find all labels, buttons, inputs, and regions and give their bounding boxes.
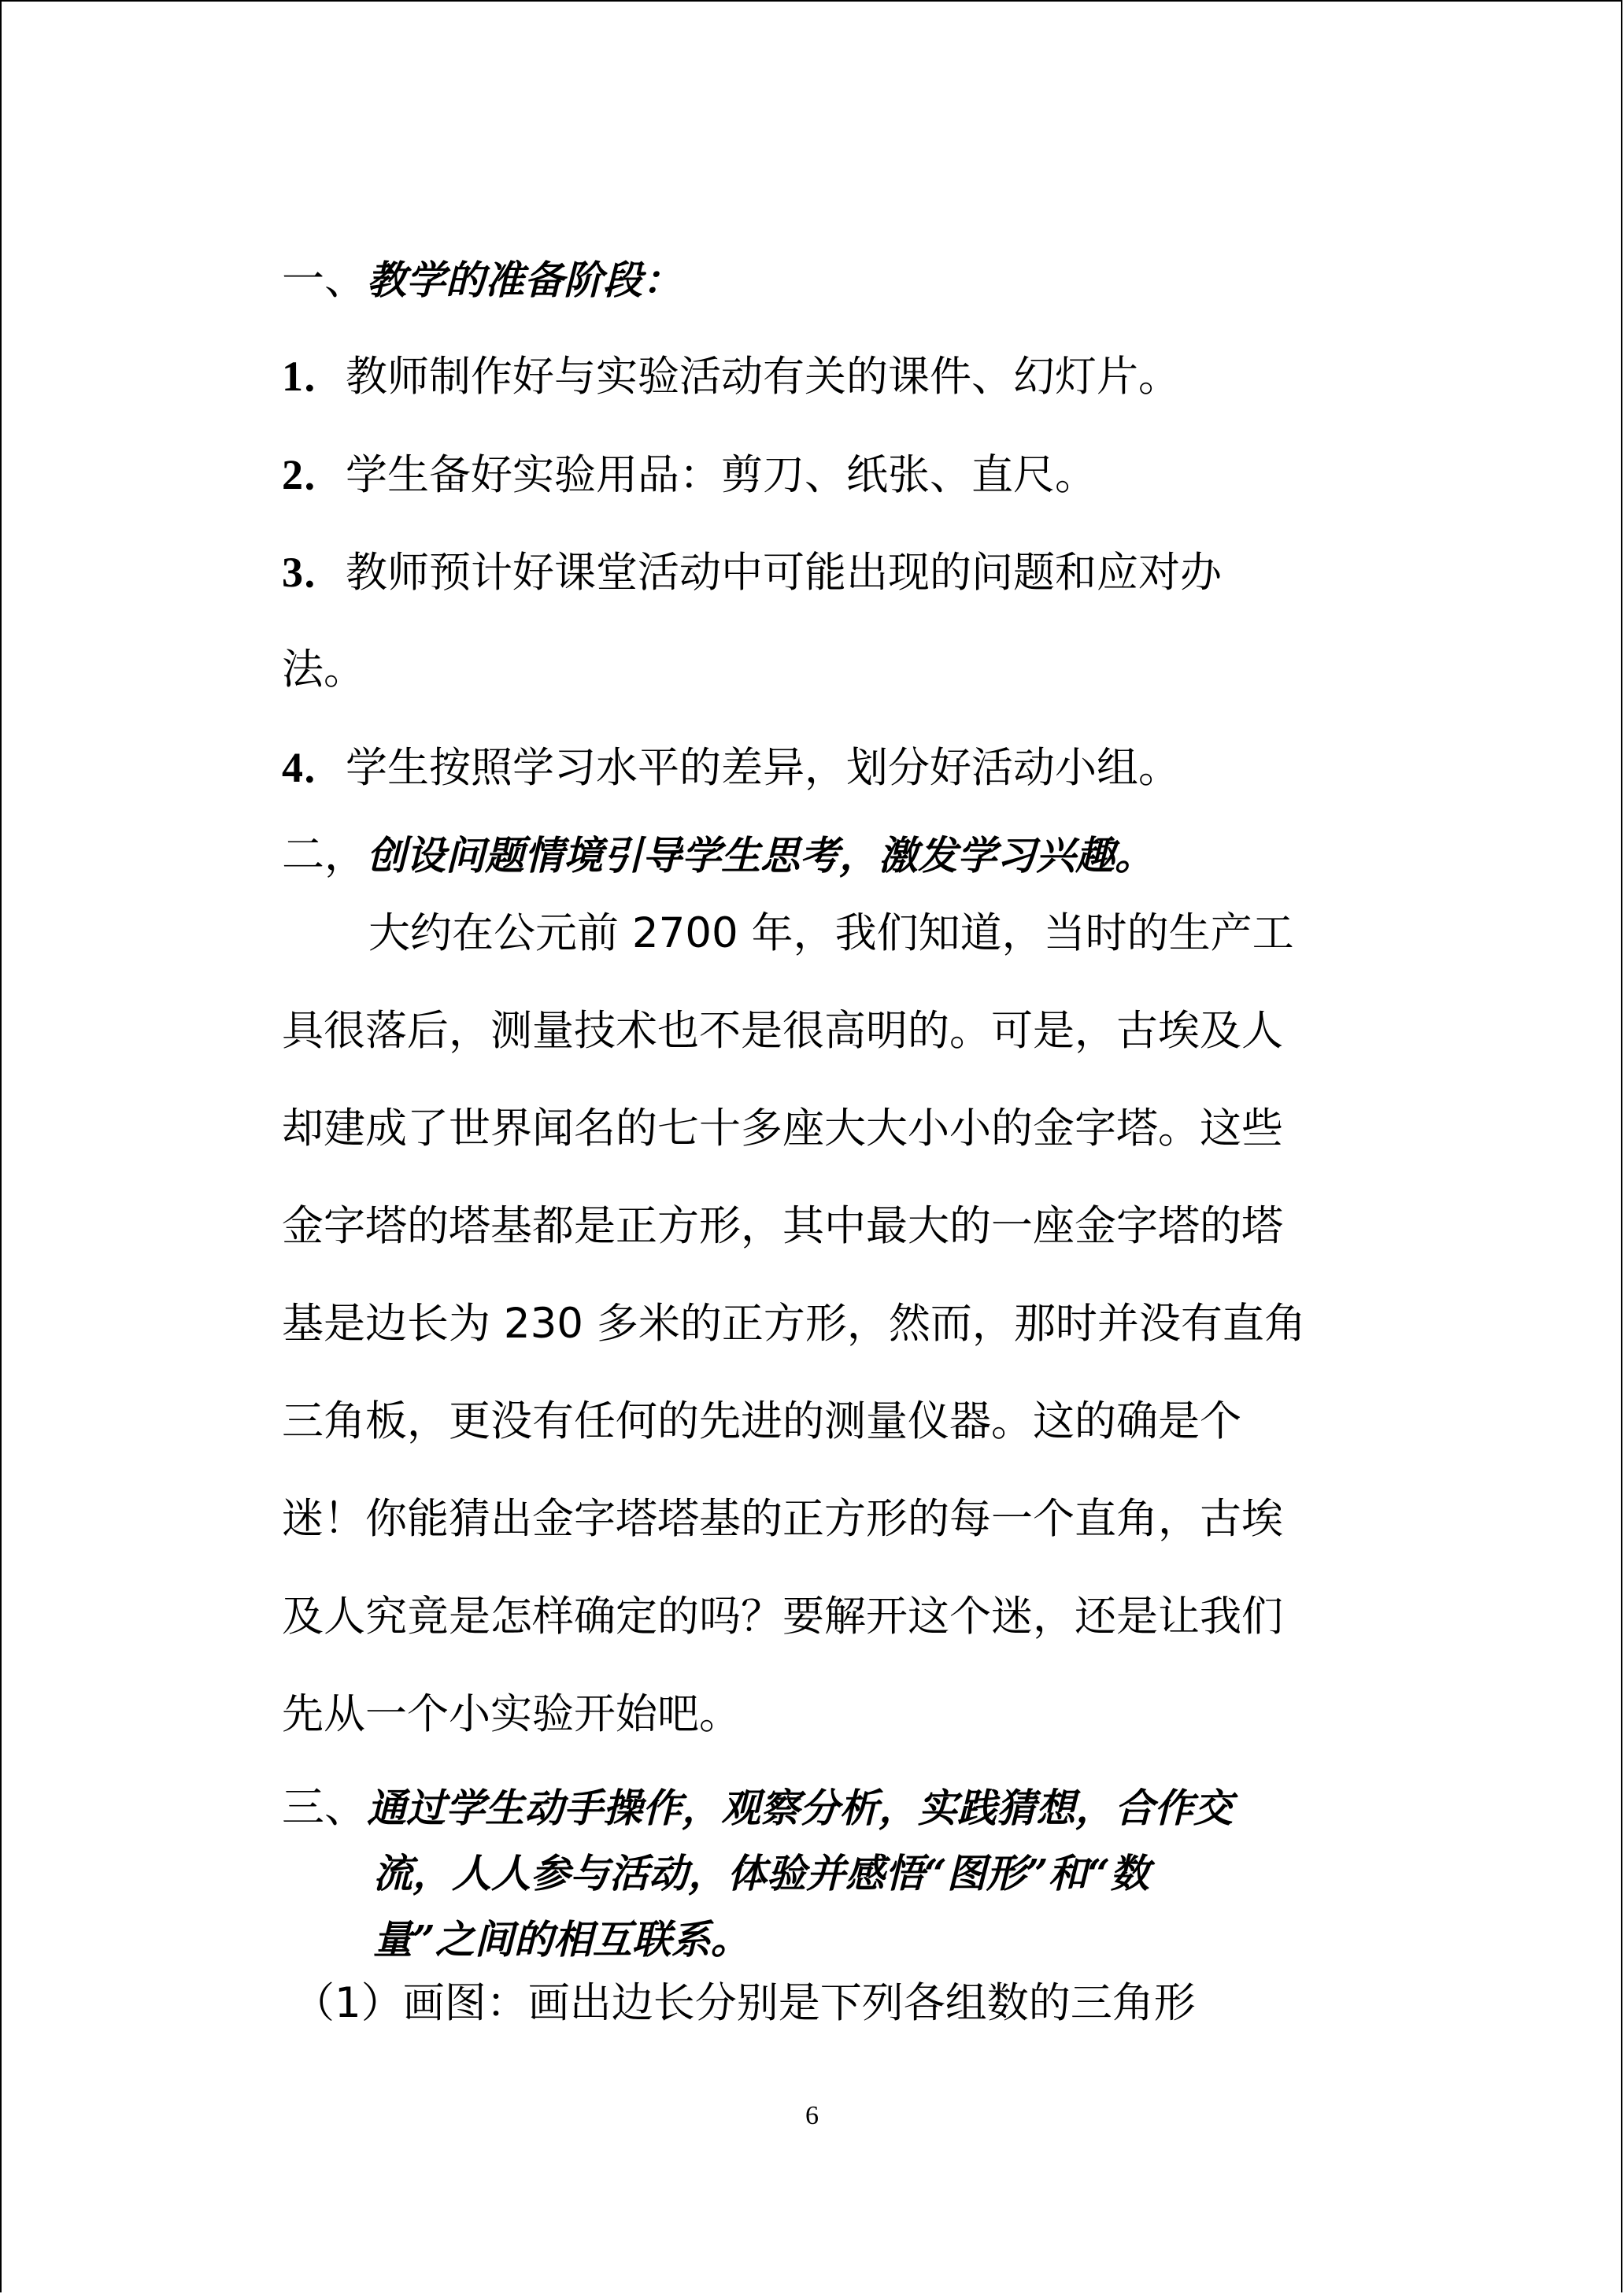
- step-1: （1）画图：画出边长分别是下列各组数的三角形: [293, 1979, 1196, 2027]
- section-1-title: 教学的准备阶段：: [367, 257, 682, 303]
- prep-item-2-number: 2．: [282, 451, 346, 498]
- paragraph-line-9: 先从一个小实验开始吧。: [282, 1690, 741, 1738]
- prep-item-2-text: 学生备好实验用品：剪刀、纸张、直尺。: [346, 451, 1097, 499]
- section-3-title-line-3: 量”之间的相互联系。: [373, 1916, 750, 1963]
- prep-item-2: [282, 447, 1097, 502]
- section-3-heading: [282, 1780, 1233, 1835]
- prep-item-3-text: 教师预计好课堂活动中可能出现的问题和应对办: [346, 549, 1222, 597]
- paragraph-line-8: 及人究竟是怎样确定的吗？要解开这个迷，还是让我们: [282, 1593, 1283, 1641]
- section-2-heading: [282, 827, 1154, 882]
- section-1-number: 一、: [282, 254, 367, 304]
- paragraph-line-7: 迷！你能猜出金字塔塔基的正方形的每一个直角，古埃: [282, 1495, 1283, 1543]
- paragraph-line-4: 金字塔的塔基都是正方形，其中最大的一座金字塔的塔: [282, 1202, 1283, 1250]
- section-2-title: 创设问题情境引导学生思考，激发学习兴趣。: [367, 832, 1154, 879]
- paragraph-line-2: 具很落后，测量技术也不是很高明的。可是，古埃及人: [282, 1007, 1283, 1055]
- paragraph-line-3: 却建成了世界闻名的七十多座大大小小的金字塔。这些: [282, 1104, 1283, 1153]
- prep-item-1: [282, 349, 1180, 404]
- section-3-title-line-1: 通过学生动手操作，观察分析，实践猜想，合作交: [367, 1785, 1233, 1831]
- prep-item-4-text: 学生按照学习水平的差异，划分好活动小组。: [346, 744, 1180, 792]
- section-1-heading: [282, 252, 682, 307]
- paragraph-line-5: 基是边长为 230 多米的正方形，然而，那时并没有直角: [282, 1300, 1306, 1348]
- paragraph-line-1: 大约在公元前 2700 年，我们知道，当时的生产工: [368, 909, 1294, 957]
- section-3-number: 三、: [282, 1782, 367, 1832]
- prep-item-4: [282, 740, 1180, 795]
- page-number: 6: [805, 2101, 819, 2130]
- prep-item-4-number: 4．: [282, 744, 346, 791]
- section-2-number: 二，: [282, 830, 367, 879]
- paragraph-line-6: 三角板，更没有任何的先进的测量仪器。这的确是个: [282, 1397, 1241, 1445]
- prep-item-3-number: 3．: [282, 549, 346, 596]
- prep-item-3: [282, 545, 1222, 600]
- prep-item-1-number: 1．: [282, 353, 346, 400]
- prep-item-1-text: 教师制作好与实验活动有关的课件、幻灯片。: [346, 353, 1180, 401]
- section-3-title-line-2: 流，人人参与活动，体验并感悟“图形”和“数: [373, 1850, 1150, 1896]
- prep-item-3-continuation: 法。: [282, 646, 365, 694]
